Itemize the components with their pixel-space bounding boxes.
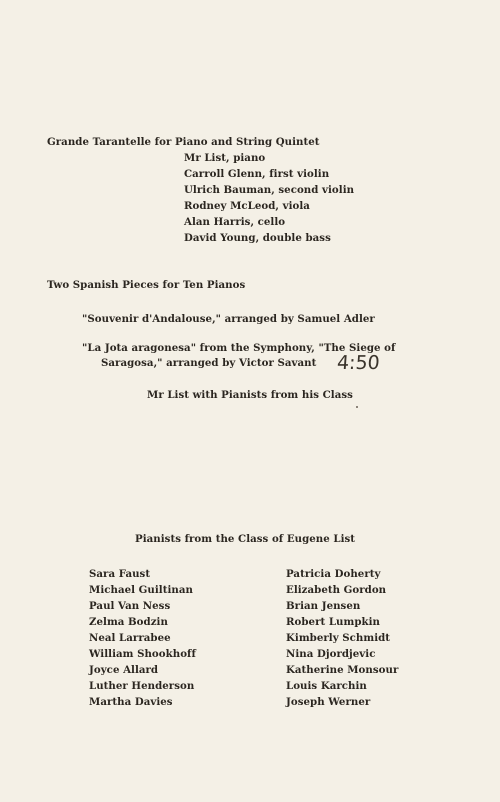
class-pianist-right: Louis Karchin xyxy=(286,680,367,692)
quintet-performer: Rodney McLeod, viola xyxy=(184,200,310,212)
handwritten-duration: 4:50 xyxy=(336,352,381,374)
class-pianist-left: Joyce Allard xyxy=(89,664,159,676)
class-pianist-right: Kimberly Schmidt xyxy=(286,632,391,644)
spanish-piece-2-line-1: "La Jota aragonesa" from the Symphony, "The Siege of xyxy=(82,342,396,354)
spanish-performers: Mr List with Pianists from his Class xyxy=(147,389,353,401)
class-pianist-right: Elizabeth Gordon xyxy=(286,584,387,596)
class-heading: Pianists from the Class of Eugene List xyxy=(135,533,356,545)
class-pianist-right: Katherine Monsour xyxy=(286,664,399,676)
class-pianist-left: Neal Larrabee xyxy=(89,632,171,644)
quintet-performer: Carroll Glenn, first violin xyxy=(184,168,330,180)
ink-speck xyxy=(356,406,358,408)
spanish-title: Two Spanish Pieces for Ten Pianos xyxy=(47,279,246,291)
class-pianist-left: William Shookhoff xyxy=(89,648,196,660)
class-pianist-left: Paul Van Ness xyxy=(89,600,171,612)
quintet-performer: Mr List, piano xyxy=(184,152,266,164)
class-pianist-left: Michael Guiltinan xyxy=(89,584,193,596)
spanish-piece-2-line-2: Saragosa," arranged by Victor Savant xyxy=(101,357,317,369)
class-pianist-right: Patricia Doherty xyxy=(286,568,381,580)
class-pianist-left: Zelma Bodzin xyxy=(89,616,168,628)
quintet-performer: David Young, double bass xyxy=(184,232,331,244)
spanish-piece-1: "Souvenir d'Andalouse," arranged by Samuel Adler xyxy=(82,313,375,325)
class-pianist-left: Luther Henderson xyxy=(89,680,195,692)
quintet-title: Grande Tarantelle for Piano and String Quintet xyxy=(47,136,320,148)
quintet-performer: Alan Harris, cello xyxy=(184,216,286,228)
class-pianist-right: Nina Djordjevic xyxy=(286,648,376,660)
class-pianist-left: Sara Faust xyxy=(89,568,151,580)
class-pianist-right: Brian Jensen xyxy=(286,600,361,612)
class-pianist-left: Martha Davies xyxy=(89,696,173,708)
class-pianist-right: Joseph Werner xyxy=(286,696,371,708)
quintet-performer: Ulrich Bauman, second violin xyxy=(184,184,355,196)
class-pianist-right: Robert Lumpkin xyxy=(286,616,380,628)
